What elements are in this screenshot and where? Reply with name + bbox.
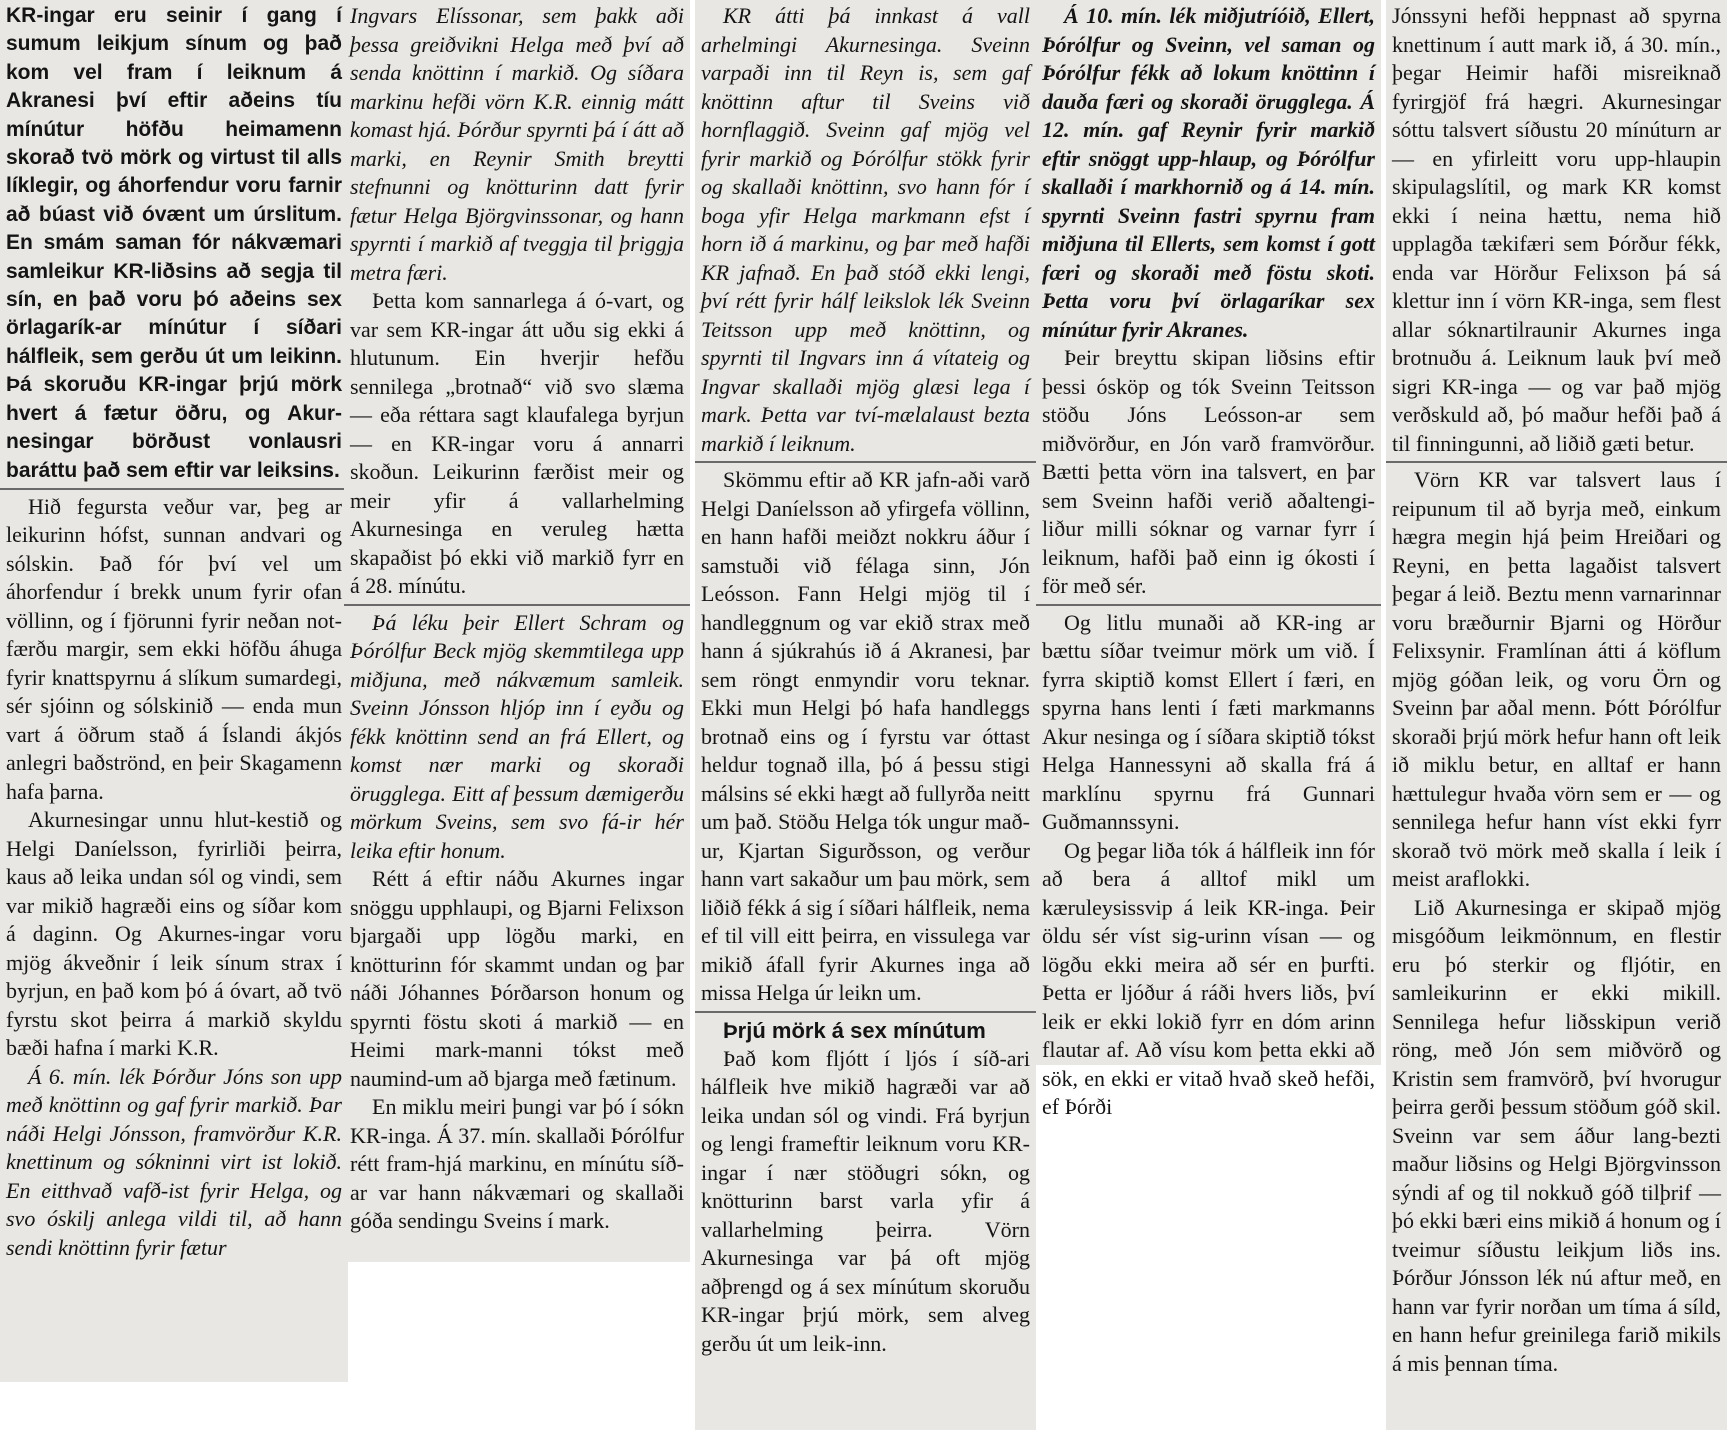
paragraph: Ingvars Elíssonar, sem þakk aði þessa greiðvikni Helga með því að senda knöttinn í markið. Og síðara markinu hefði vörn K.R. einnig mátt komast hjá. Þórður spyrnti þá í átt að marki, en Reynir Smith breytti stefnunni og knötturinn datt fyrir fætur Helga Björgvinssonar, og hann spyrnti í markið af tveggja til þriggja metra færi. bbox=[350, 3, 684, 285]
column-5 bbox=[1386, 0, 1727, 1430]
column-4 bbox=[1036, 0, 1381, 1119]
paragraph: Á 6. mín. lék Þórður Jóns son upp með knöttinn og gaf fyrir markið. Þar náði Helgi Jónsson, framvörður K.R. knettinum og sókninni virt ist lokið. En eitthvað vafð-ist fyrir Helga, og svo óskilj anlega vildi til, að hann sendi knöttinn fyrir fætur bbox=[6, 1063, 342, 1260]
column-1 bbox=[0, 0, 348, 1382]
paragraph: Jónssyni hefði heppnast að spyrna knettinum í autt mark ið, á 30. mín., þegar Heimir hafði misreiknað fyrirgjöf frá hægri. Akurnesingar sóttu talsvert síðustu 20 mínúturn ar — en yfirleitt voru upp-hlaupin skipulagslítil, og mark KR komst ekki í neina hættu, nema hið upplagða tækifæri sem Þórður fékk, enda var Hörður Felixson þá sá klettur inn í vörn KR-inga, sem flest allar sóknartilraunir Akurnes inga brotnuðu á. Leiknum lauk því með sigri KR-inga — og var það mjög verðskuld að, þó maður hefði það á til finningunni, að liðið gæti betur. bbox=[1392, 3, 1721, 456]
column-2 bbox=[344, 0, 690, 1262]
paragraph: Þetta kom sannarlega á ó-vart, og var sem KR-ingar átt uðu sig ekki á hlutunum. Ein hverjir hefðu sennilega „brotnað“ við svo slæma — eða réttara sagt klaufalega byrjun — en KR-ingar voru á annarri skoðun. Leikurinn færðist meir og meir yfir á vallarhelming Akurnesinga en veruleg hætta skapaðist þó ekki við markið fyrr en á 28. mínútu. bbox=[350, 288, 684, 598]
paragraph: Það kom fljótt í ljós í síð-ari hálfleik hve mikið hagræði var að leika undan sól og vindi. Frá byrjun og lengi frameftir leiknum voru KR-ingar í nær stöðugri sókn, og knötturinn barst varla yfir á vallarhelming þeirra. Vörn Akurnesinga var þá oft mjög aðþrengd og á sex mínútum skoruðu KR-ingar þrjú mörk, sem alveg gerðu út um leik-inn. bbox=[701, 1045, 1030, 1356]
paragraph: En miklu meiri þungi var þó í sókn KR-inga. Á 37. mín. skallaði Þórólfur rétt fram-hjá markinu, en mínútu síð-ar var hann nákvæmari og skallaði góða sendingu Sveins í mark. bbox=[350, 1094, 684, 1233]
paragraph: Skömmu eftir að KR jafn-aði varð Helgi Daníelsson að yfirgefa völlinn, en hann hafði meiðzt nokkru áður í samstuði við félaga sinn, Jón Leósson. Fann Helgi mjög til í handleggnum og var ekið strax með hann á sjúkrahús ið á Akranesi, þar sem röngt enmyndir voru teknar. Ekki mun Helgi þó hafa handleggs brotnað eins og í fyrstu var óttast heldur tognað illa, þó á þessu stigi málsins sé ekki hægt að fullyrða neitt um það. Stöðu Helga tók ungur mað-ur, Kjartan Sigurðsson, og verður hann vart sakaður um þau mörk, sem liðið fékk á sig í síðari hálfleik, nema ef til vill eitt þeirra, en vissulega var mikið áfall fyrir Akurnes inga að missa Helga úr leikn um. bbox=[701, 467, 1030, 1005]
divider bbox=[0, 488, 348, 490]
paragraph: KR átti þá innkast á vall arhelmingi Akurnesinga. Sveinn varpaði inn til Reyn is, sem gaf knöttinn aftur til Sveins við hornflaggið. Sveinn gaf mjög vel fyrir markið og Þórólfur stökk fyrir og skallaði knöttinn, svo hann fór í boga yfir Helga markmann efst í horn ið á markinu, og þar með hafði KR jafnað. En það stóð ekki lengi, því rétt fyrir hálf leikslok lék Sveinn Teitsson upp með knöttinn, og spyrnti til Ingvars inn á vítateig og Ingvar skallaði mjög glæsi lega í mark. Þetta var tví-mælalaust bezta markið í leiknum. bbox=[701, 3, 1030, 456]
paragraph: Hið fegursta veður var, þeg ar leikurinn hófst, sunnan andvari og sólskin. Það fór því vel um áhorfendur í brekk unum fyrir ofan völlinn, og í fjörunni fyrir neðan not-færðu margir, sem ekki höfðu áhuga fyrir knattspyrnu á slíkum sumardegi, sér sjóinn og sólskinið — enda mun vart á öðrum stað á Íslandi ákjós anlegri baðströnd, en þeir Skagamenn hafa þarna. bbox=[6, 493, 342, 804]
paragraph: Lið Akurnesinga er skipað mjög misgóðum leikmönnum, en flestir eru þó sterkir og fljótir, en samleikurinn er ekki mikill. Sennilega hefur liðsskipun verið röng, með Jón sem miðvörð og Kristin sem framvörð, því hvorugur þeirra gerði þessum stöðum góð skil. Sveinn var sem áður lang-bezti maður liðsins og Helgi Björgvinsson sýndi af og til nokkuð góð tilþrif — þó ekki bæri eins mikið á honum og í tveimur síðustu leikjum liðs ins. Þórður Jónsson lék nú aftur með, en hann var fyrir norðan um tíma á síld, en hann hefur greinilega farið mikils á mis þennan tíma. bbox=[1392, 894, 1721, 1376]
column-3 bbox=[695, 0, 1036, 1430]
paragraph: Á 10. mín. lék miðjutríóið, Ellert, Þórólfur og Sveinn, vel saman og Þórólfur fékk að lokum knöttinn í dauða færi og skoraði örugglega. Á 12. mín. gaf Reynir fyrir markið eftir snöggt upp-hlaup, og Þórólfur skallaði í markhornið og á 14. mín. spyrnti Sveinn fastri spyrnu fram miðjuna til Ellerts, sem komst í gott færi og skoraði með föstu skoti. Þetta voru því örlagaríkar sex mínútur fyrir Akranes. bbox=[1042, 3, 1375, 342]
divider bbox=[1036, 604, 1381, 606]
paragraph: Rétt á eftir náðu Akurnes ingar snöggu upphlaupi, og Bjarni Felixson bjargaði upp lögðu marki, en knötturinn fór skammt undan og þar náði Jóhannes Þórðarson honum og spyrnti föstu skoti á markið — en Heimi mark-manni tókst með naumind-um að bjarga með fætinum. bbox=[350, 866, 684, 1091]
paragraph: Vörn KR var talsvert laus í reipunum til að byrja með, einkum hægra megin hjá þeim Hreiðari og Reyni, en þetta lagaðist talsvert þegar á leið. Beztu menn varnarinnar voru bræðurnir Bjarni og Hörður Felixsynir. Framlínan átti á köflum mjög góðan leik, og voru Örn og Sveinn þar aðal menn. Þótt Þórólfur skoraði þrjú mörk hefur hann oft leik ið miklu betur, en alltaf er hann hættulegur hvaða vörn sem er — og sennilega hefur hann víst ekki fyrr skorað tvö mörk með skalla í leik í meist araflokki. bbox=[1392, 467, 1721, 891]
divider bbox=[1386, 461, 1727, 463]
paragraph: Og litlu munaði að KR-ing ar bættu síðar tveimur mörk um við. Í fyrra skiptið komst Ellert í færi, en spyrna hans lenti í fæti markmanns Akur nesinga og í síðara skiptið tókst Helga Hannessyni að skalla frá á marklínu spyrnu frá Gunnari Guðmannssyni. bbox=[1042, 609, 1375, 834]
paragraph: Og þegar liða tók á hálfleik inn fór að bera á alltof mikl um kæruleysissvip á leik KR-inga. Þeir öldu sér víst sig-urinn vísan — og lögðu ekki meira að sér en þurfti. Þetta er ljóður á ráði hvers liðs, því leik er ekki lokið fyrr en dóm arinn flautar af. Að vísu kom þetta ekki að sök, en ekki er vitað hvað skeð hefði, ef Þórði bbox=[1042, 837, 1375, 1119]
paragraph: Þeir breyttu skipan liðsins eftir þessi ósköp og tók Sveinn Teitsson stöðu Jóns Leósson-ar sem miðvörður, en Jón varð framvörður. Bætti þetta vörn ina talsvert, en þar sem Sveinn hafði verið aðaltengi-liður milli sóknar og varnar fyrr í leiknum, hafði það einn ig ókosti í för með sér. bbox=[1042, 345, 1375, 598]
divider bbox=[695, 461, 1036, 463]
divider bbox=[695, 1011, 1036, 1013]
paragraph: Akurnesingar unnu hlut-kestið og Helgi Daníelsson, fyrirliði þeirra, kaus að leika undan sól og vindi, sem var mikið hagræði eins og síðar kom á daginn. Og Akurnes-ingar voru mjög ákveðnir í leik sínum strax í byrjun, en það kom þó á óvart, að tvö fyrstu skot þeirra á markið skyldu bæði hafna í marki K.R. bbox=[6, 807, 342, 1061]
paragraph: Þá léku þeir Ellert Schram og Þórólfur Beck mjög skemmtilega upp miðjuna, með nákvæmum samleik. Sveinn Jónsson hljóp inn í eyðu og fékk knöttinn send an frá Ellert, og komst nær marki og skoraði örugglega. Eitt af þessum dæmigerðu mörkum Sveins, sem svo fá-ir hér leika eftir honum. bbox=[350, 609, 684, 863]
divider bbox=[344, 604, 690, 606]
lead-paragraph: KR-ingar eru seinir í gang í sumum leikjum sínum og það kom vel fram í leiknum á Akranesi því eftir aðeins tíu mínútur höfðu heimamenn skorað tvö mörk og virtust til alls líklegir, og áhorfendur voru farnir að búast við óvænt um úrslitum. En smám saman fór nákvæmari samleikur KR-liðsins að segja til sín, en það voru þó aðeins sex örlagarík-ar mínútur í síðari hálfleik, sem gerðu út um leikinn. Þá skoruðu KR-ingar þrjú mörk hvert á fætur öðru, og Akur-nesingar börðust vonlausri baráttu það sem eftir var leiksins. bbox=[6, 4, 342, 482]
section-heading: Þrjú mörk á sex mínútum bbox=[723, 1017, 986, 1043]
